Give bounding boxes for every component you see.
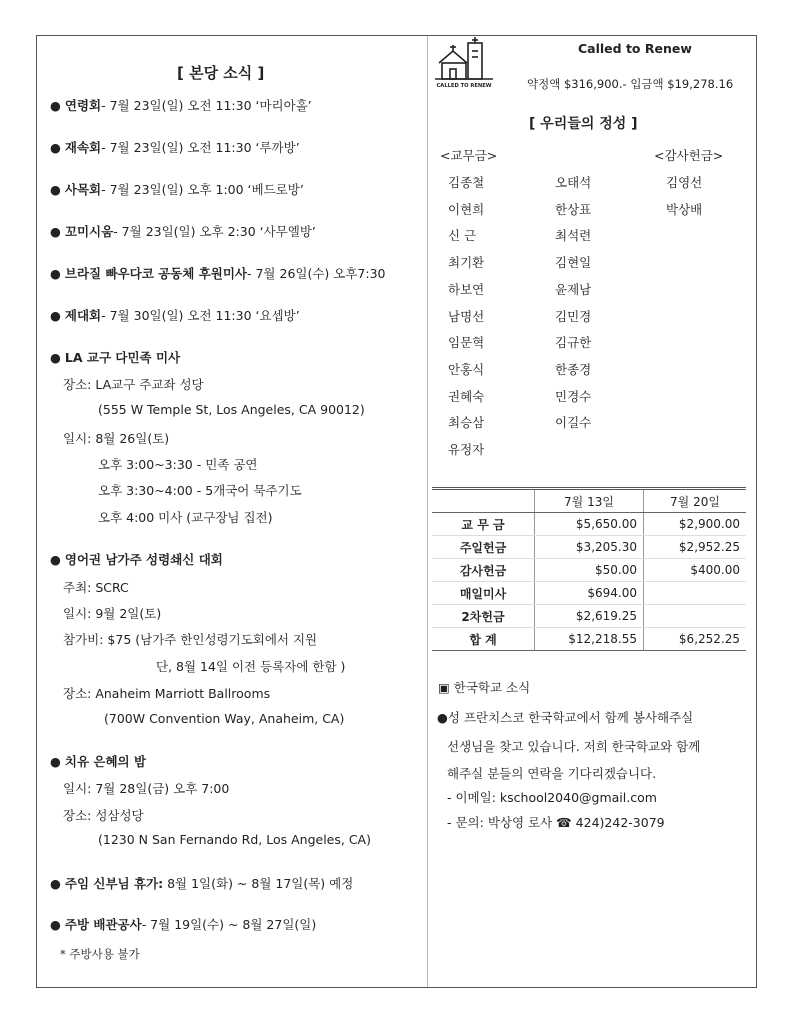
healing-address: (1230 N San Fernando Rd, Los Angeles, CA) — [98, 832, 371, 847]
school-line-1: ●성 프란치스코 한국학교에서 함께 봉사해주실 — [437, 710, 694, 725]
column-divider — [427, 36, 428, 987]
news-item: ● 사목회- 7월 23일(일) 오후 1:00 ‘베드로방’ — [50, 182, 304, 197]
pledge-summary: 약정액 $316,900.- 입금액 $19,278.16 — [527, 77, 734, 91]
la-time-2: 오후 3:30~4:00 - 5개국어 묵주기도 — [98, 483, 302, 498]
row-label: 2차헌금 — [432, 605, 535, 628]
kitchen-note: * 주방사용 불가 — [60, 947, 140, 961]
la-address: (555 W Temple St, Los Angeles, CA 90012) — [98, 402, 365, 417]
amount-cell: $3,205.30 — [535, 536, 644, 559]
row-label: 교 무 금 — [432, 513, 535, 536]
amount-cell: $694.00 — [535, 582, 644, 605]
amount-cell: $400.00 — [644, 559, 747, 582]
row-label: 합 계 — [432, 628, 535, 651]
amount-cell: $5,650.00 — [535, 513, 644, 536]
donor-name: 최승삼 — [448, 415, 485, 431]
donor-name: 김민경 — [555, 308, 592, 324]
news-item: ● 브라질 빠우다코 공동체 후원미사- 7월 26일(수) 오후7:30 — [50, 266, 386, 281]
donor-name: 유정자 — [448, 442, 485, 457]
table-row — [432, 628, 746, 651]
eng-fee: 참가비: $75 (남가주 한인성령기도회에서 지원 — [63, 632, 318, 647]
donor-name: 최석련 — [555, 228, 592, 244]
parish-news-title: [ 본당 소식 ] — [177, 64, 265, 82]
svg-text:CALLED TO RENEW: CALLED TO RENEW — [436, 83, 492, 89]
offerings-title: [ 우리들의 정성 ] — [529, 116, 638, 132]
church-logo — [433, 37, 495, 91]
donor-name: 박상배 — [666, 201, 703, 217]
la-mass-heading: ● LA 교구 다민족 미사 — [50, 350, 181, 365]
donor-name: 최기환 — [448, 255, 485, 271]
news-item: ● 제대회- 7월 30일(일) 오전 11:30 ‘요셉방’ — [50, 308, 300, 323]
row-label: 감사헌금 — [432, 559, 535, 582]
collection-table — [432, 487, 746, 651]
donor-name: 김종철 — [448, 175, 485, 190]
ctr-title: Called to Renew — [578, 41, 692, 56]
healing-place: 장소: 성삼성당 — [63, 808, 144, 823]
donor-name: 하보연 — [448, 281, 485, 297]
eng-fee-note: 단, 8월 14일 이전 등록자에 한함 ) — [156, 659, 346, 674]
table-row — [432, 582, 746, 605]
school-line-3: 해주실 분들의 연락을 기다리겠습니다. — [447, 766, 657, 781]
amount-cell: $2,619.25 — [535, 605, 644, 628]
donor-name: 신 근 — [448, 228, 477, 244]
eng-conf-heading: ● 영어권 남가주 성령쇄신 대회 — [50, 552, 223, 567]
healing-date: 일시: 7월 28일(금) 오후 7:00 — [63, 781, 230, 796]
healing-heading: ● 치유 은혜의 밤 — [50, 754, 147, 769]
table-row — [432, 559, 746, 582]
la-place: 장소: LA교구 주교좌 성당 — [63, 377, 204, 392]
row-label: 주일헌금 — [432, 536, 535, 559]
news-item: ● 연령회- 7월 23일(일) 오전 11:30 ‘마리아홀’ — [50, 98, 312, 113]
eng-place: 장소: Anaheim Marriott Ballrooms — [63, 686, 271, 701]
kitchen-work: ● 주방 배관공사- 7월 19일(수) ~ 8월 27일(일) — [50, 917, 317, 932]
amount-cell: $50.00 — [535, 559, 644, 582]
donor-name: 김현일 — [555, 255, 592, 271]
eng-date: 일시: 9월 2일(토) — [63, 606, 162, 621]
school-line-2: 선생님을 찾고 있습니다. 저희 한국학교와 함께 — [447, 739, 701, 754]
amount-cell — [644, 582, 747, 605]
row-label: 매일미사 — [432, 582, 535, 605]
la-time-1: 오후 3:00~3:30 - 민족 공연 — [98, 457, 258, 472]
parish-dues-header: <교무금> — [440, 148, 498, 163]
donor-name: 윤제남 — [555, 281, 592, 297]
donor-name: 한상표 — [555, 201, 592, 217]
amount-cell: $6,252.25 — [644, 628, 747, 651]
table-row — [432, 536, 746, 559]
donor-name: 안홍식 — [448, 361, 485, 377]
eng-address: (700W Convention Way, Anaheim, CA) — [104, 711, 345, 726]
thanks-offering-header: <감사헌금> — [654, 148, 724, 163]
pastor-vacation: ● 주임 신부님 휴가: 8월 1일(화) ~ 8월 17일(목) 예정 — [50, 876, 354, 891]
la-date: 일시: 8월 26일(토) — [63, 431, 170, 446]
school-contact: - 문의: 박상영 로사 ☎ 424)242-3079 — [447, 815, 665, 830]
col-header-jul13: 7월 13일 — [535, 489, 644, 513]
donor-name: 김영선 — [666, 175, 703, 190]
eng-host: 주최: SCRC — [63, 580, 129, 595]
amount-cell: $12,218.55 — [535, 628, 644, 651]
news-item: ● 꼬미시움- 7월 23일(일) 오후 2:30 ‘사무엘방’ — [50, 224, 316, 239]
school-email: - 이메일: kschool2040@gmail.com — [447, 790, 657, 805]
table-row — [432, 605, 746, 628]
col-header-jul20: 7월 20일 — [644, 489, 747, 513]
amount-cell: $2,952.25 — [644, 536, 747, 559]
donor-name: 김규한 — [555, 335, 592, 351]
amount-cell: $2,900.00 — [644, 513, 747, 536]
donor-name: 오태석 — [555, 175, 592, 190]
donor-name: 권혜숙 — [448, 388, 485, 404]
donor-name: 이길수 — [555, 415, 592, 431]
table-row — [432, 513, 746, 536]
donor-name: 남명선 — [448, 308, 485, 324]
donor-name: 한종경 — [555, 361, 592, 377]
news-item: ● 재속회- 7월 23일(일) 오전 11:30 ‘루까방’ — [50, 140, 300, 155]
la-time-3: 오후 4:00 미사 (교구장님 집전) — [98, 510, 273, 525]
donor-name: 임문혁 — [448, 335, 485, 351]
amount-cell — [644, 605, 747, 628]
school-heading: ▣ 한국학교 소식 — [438, 680, 531, 695]
donor-name: 민경수 — [555, 388, 592, 404]
donor-name: 이현희 — [448, 201, 485, 217]
